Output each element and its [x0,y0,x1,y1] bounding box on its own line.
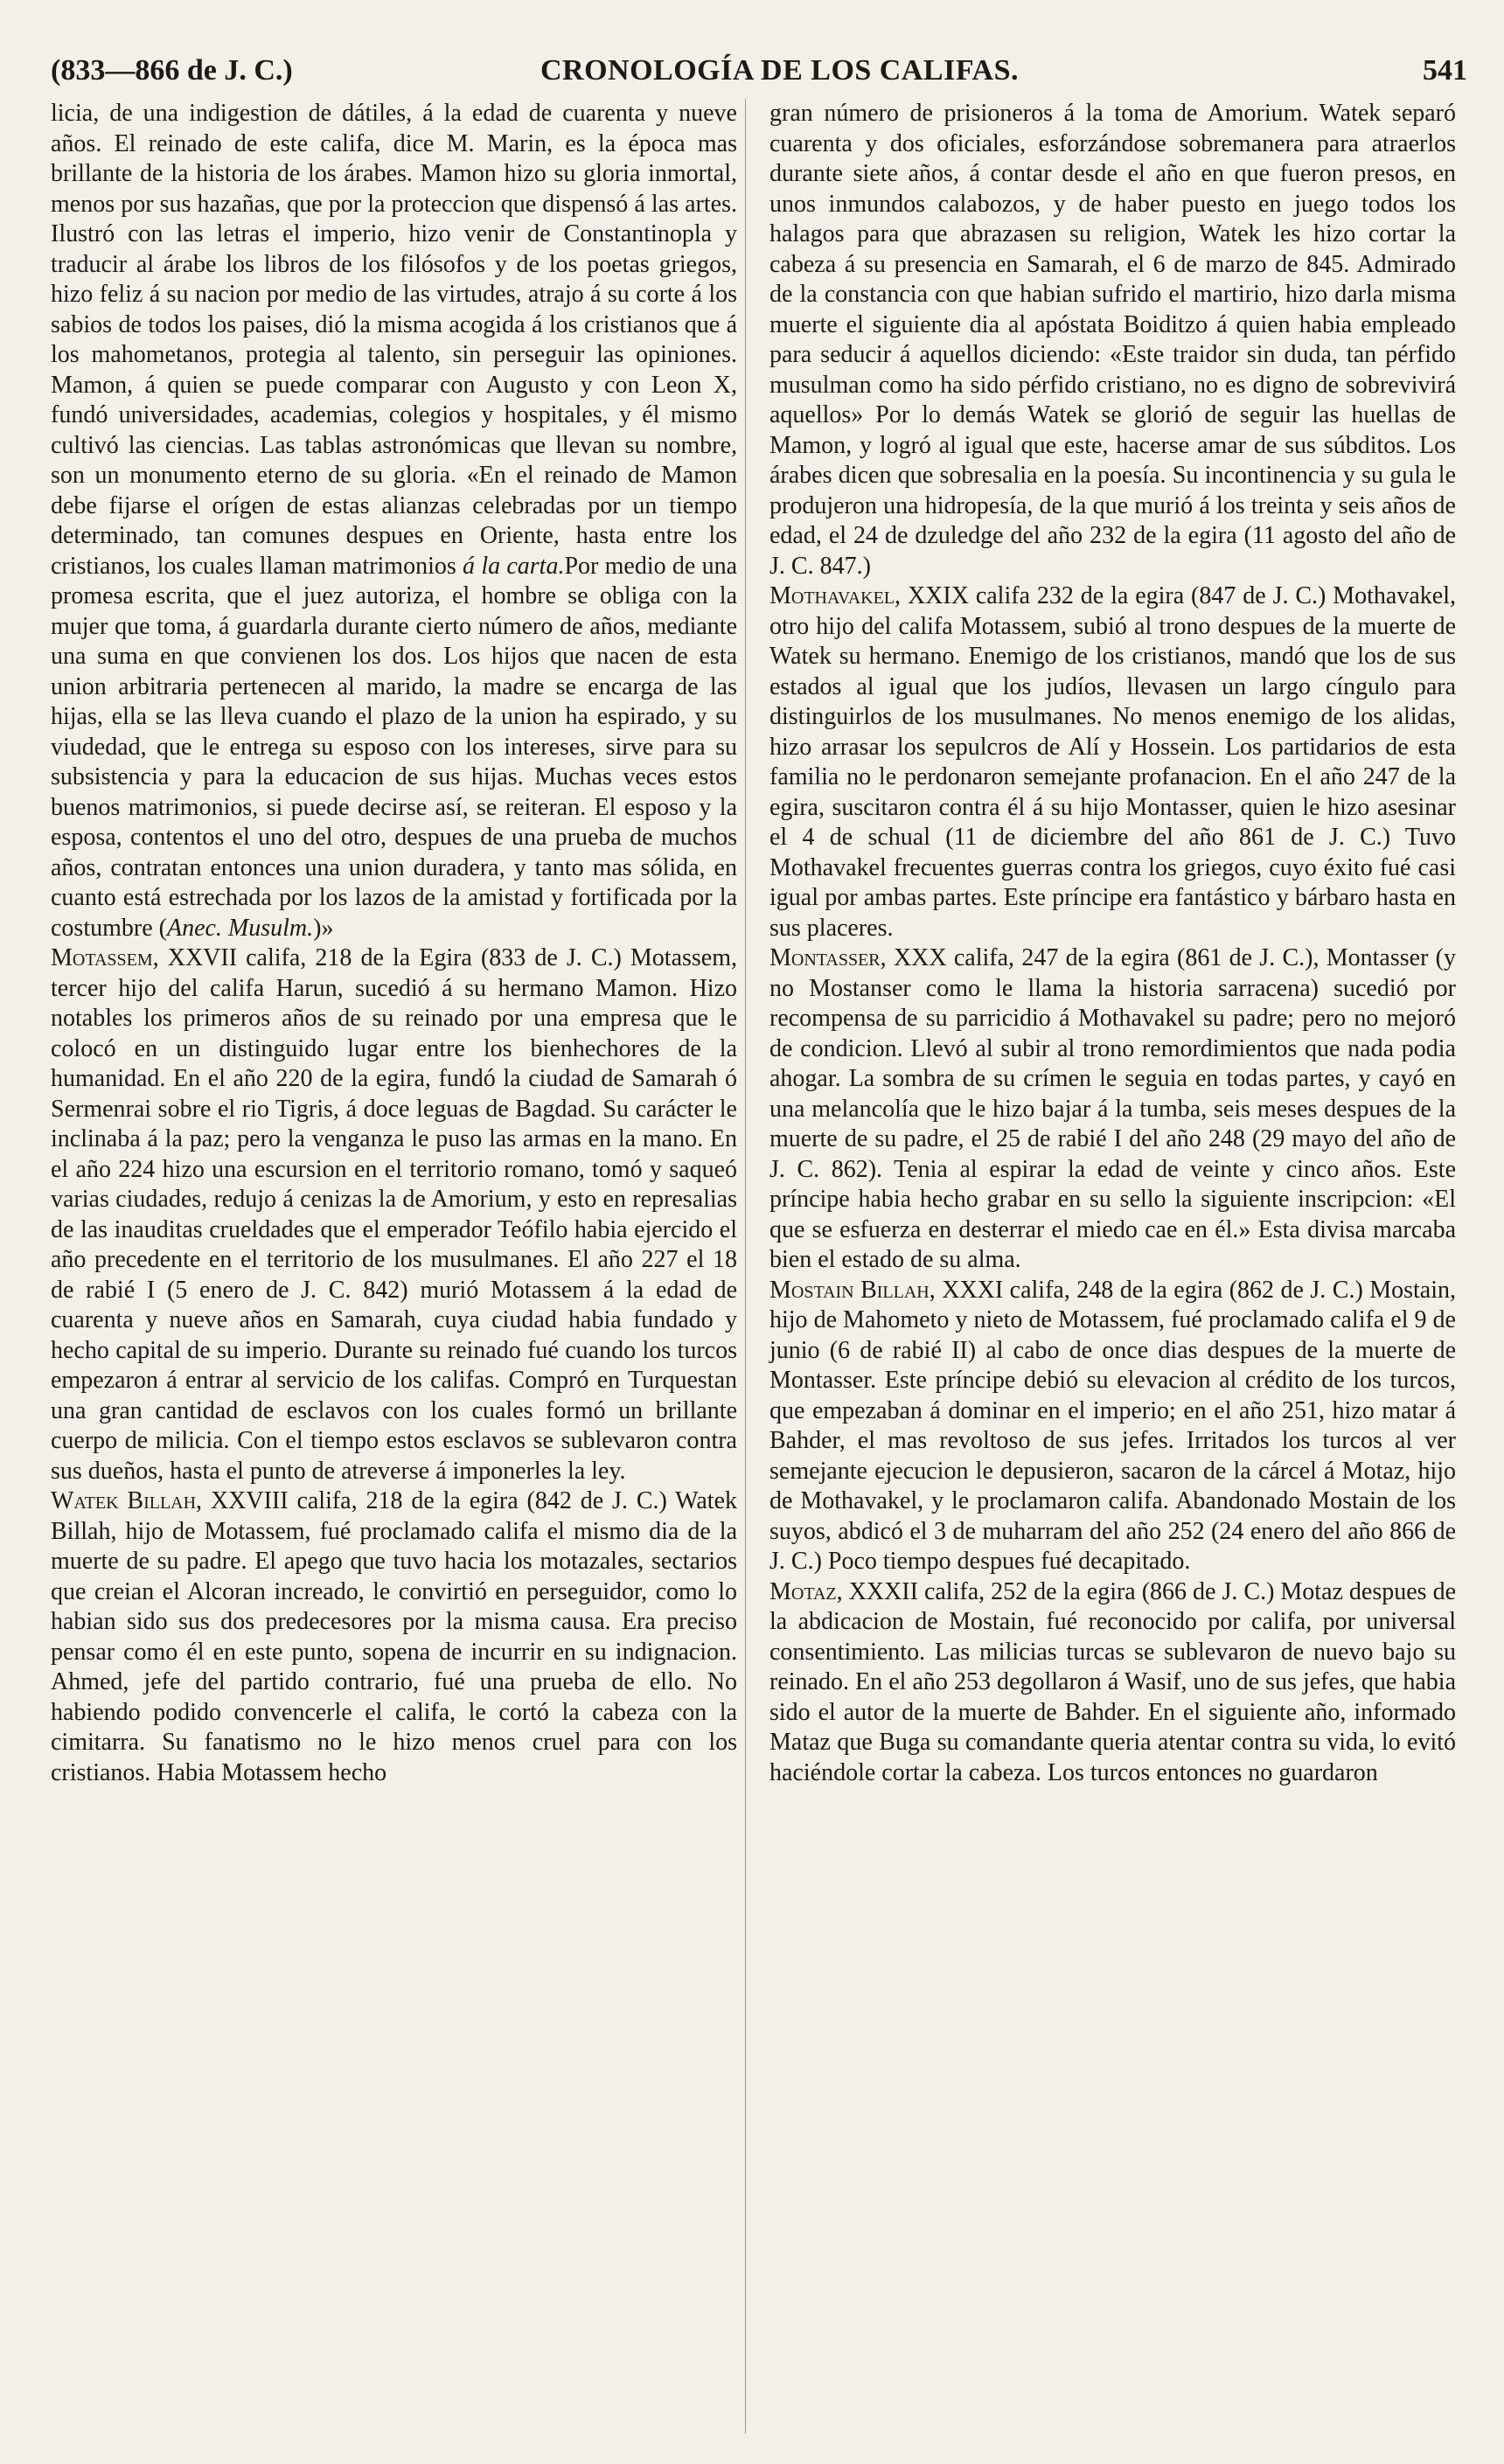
left-column [51,99,737,1788]
caliph-name: Mostain Billah, [769,1276,936,1304]
paragraph-text: XXVII califa, 218 de la Egira (833 de J. C.) Motassem, tercer hijo del califa Harun, sucedió á su hermano Mamon. Hizo notables los primeros años de su reinado por una empresa que le colocó en un distinguido lugar entre los bienhechores de la humanidad. En el año 220 de la egira, fundó la ciudad de Samarah ó Sermenrai sobre el rio Tigris, á doce leguas de Bagdad. Su carácter le inclinaba á la paz; pero la venganza le puso las armas en la mano. En el año 224 hizo una escursion en el territorio romano, tomó y saqueó varias ciudades, redujo á cenizas la de Amorium, y esto en represalias de las inauditas crueldades que el emperador Teófilo habia ejercido el año precedente en el territorio de los musulmanes. El año 227 el 18 de rabié I (5 enero de J. C. 842) murió Motassem á la edad de cuarenta y nueve años en Samarah, cuya ciudad habia fundado y hecho capital de su imperio. Durante su reinado fué cuando los turcos empezaron á entrar al servicio de los califas. Compró en Turquestan una gran cantidad de esclavos con los cuales formó un brillante cuerpo de milicia. Con el tiempo estos esclavos se sublevaron contra sus dueños, hasta el punto de atreverse á imponerles la ley. [51,944,737,1485]
paragraph-text: )» [313,914,334,942]
paragraph [51,99,737,943]
page-header [51,54,1467,98]
paragraph-text: XXXII califa, 252 de la egira (866 de J. C.) Motaz despues de la abdicacion de Mostain, fué reconocido por califa, por universal consentimiento. Las milicias turcas se sublevaron de nuevo bajo su reinado. En el año 253 degollaron á Wasif, uno de sus jefes, que habia sido el autor de la muerte de Bahder. En el siguiente año, informado Mataz que Buga su comandante queria atentar contra su vida, lo evitó haciéndole cortar la cabeza. Los turcos entonces no guardaron [769,1577,1457,1786]
paragraph [769,99,1456,581]
right-column [769,99,1456,1788]
caliph-name: Motassem, [51,944,159,971]
paragraph [51,1486,737,1788]
caliph-name: Watek Billah, [51,1487,203,1514]
header-title: CRONOLOGÍA DE LOS CALIFAS. [540,54,1020,87]
paragraph [769,581,1456,943]
citation: Anec. Musulm. [166,914,314,942]
header-date-range: (833—866 de J. C.) [51,54,293,87]
column-divider [745,99,746,2433]
paragraph [769,1577,1456,1789]
caliph-name: Montasser, [769,944,887,971]
paragraph-text: XXVIII califa, 218 de la egira (842 de J. C.) Watek Billah, hijo de Motassem, fué proclamado califa el mismo dia de la muerte de su padre. El apego que tuvo hacia los motazales, sectarios que creian el Alcoran increado, le convirtió en perseguidor, como lo habian sido sus dos predecesores por la misma causa. Era preciso pensar como él en este punto, sopena de incurrir en su indignacion. Ahmed, jefe del partido contrario, fué una prueba de ello. No habiendo podido convencerle el califa, le cortó la cabeza con la cimitarra. Su fanatismo no le hizo menos cruel para con los cristianos. Habia Motassem hecho [51,1487,738,1786]
paragraph-text: XXIX califa 232 de la egira (847 de J. C.) Mothavakel, otro hijo del califa Motassem, subió al trono despues de la muerte de Watek su hermano. Enemigo de los cristianos, mandó que los de sus estados al igual que los judíos, llevasen un largo cíngulo para distinguirlos de los musulmanes. No menos enemigo de los alidas, hizo arrasar los sepulcros de Alí y Hossein. Los partidarios de esta familia no le perdonaron semejante profanacion. En el año 247 de la egira, suscitaron contra él á su hijo Montasser, quien le hizo asesinar el 4 de schual (11 de diciembre del año 861 de J. C.) Tuvo Mothavakel frecuentes guerras contra los griegos, cuyo éxito fué casi igual por ambas partes. Este príncipe era fantástico y bárbaro hasta en sus placeres. [769,582,1456,942]
paragraph [51,943,737,1486]
page-number: 541 [1423,54,1467,87]
paragraph-text: XXX califa, 247 de la egira (861 de J. C.), Montasser (y no Mostanser como le llama la historia sarracena) sucedió por recompensa de su parricidio á Mothavakel su padre; pero no mejoró de condicion. Llevó al subir al trono remordimientos que nada podia ahogar. La sombra de su crímen le seguia en todas partes, y cayó en una melancolía que le hizo bajar á la tumba, seis meses despues de la muerte de su padre, el 25 de rabié I del año 248 (29 mayo del año de J. C. 862). Tenia al espirar la edad de veinte y cinco años. Este príncipe habia hecho grabar en su sello la siguiente inscripcion: «El que se esfuerza en desterrar el miedo cae en él.» Esta divisa marcaba bien el estado de su alma. [769,944,1457,1273]
italic-term: á la carta. [463,552,565,580]
paragraph-text: licia, de una indigestion de dátiles, á la edad de cuarenta y nueve años. El reinado de este califa, dice M. Marin, es la época mas brillante de la historia de los árabes. Mamon hizo su gloria inmortal, menos por sus hazañas, que por la proteccion que dispensó á las artes. Ilustró con las letras el imperio, hizo venir de Constantinopla y traducir al árabe los libros de los filósofos y de los poetas griegos, hizo feliz á su nacion por medio de las virtudes, atrajo á su corte á los sabios de todos los paises, dió la misma acogida á los cristianos que á los mahometanos, protegia al talento, sin perseguir las opiniones. Mamon, á quien se puede comparar con Augusto y con Leon X, fundó universidades, academias, colegios y hospitales, y él mismo cultivó las ciencias. Las tablas astronómicas que llevan su nombre, son un monumento eterno de su gloria. «En el reinado de Mamon debe fijarse el orígen de estas alianzas celebradas por un tiempo determinado, tan comunes despues en Oriente, hasta entre los cristianos, los cuales llaman matrimonios [51,100,737,580]
paragraph-text: Por medio de una promesa escrita, que el juez autoriza, el hombre se obliga con la mujer que toma, á guardarla durante cierto número de años, mediante una suma en que convienen los dos. Los hijos que nacen de esta union arbitraria pertenecen al marido, la madre se encarga de las hijas, ella se las lleva cuando el plazo de la union ha espirado, y su viudedad, que le entrega su esposo con los intereses, sirve para su subsistencia y para la educacion de sus hijas. Muchas veces estos buenos matrimonios, si puede decirse así, se reiteran. El esposo y la esposa, contentos el uno del otro, despues de una prueba de muchos años, contratan entonces una union duradera, y tanto mas sólida, en cuanto está estrechada por los lazos de la amistad y fortificada por la costumbre ( [51,552,738,942]
paragraph-text: gran número de prisioneros á la toma de Amorium. Watek separó cuarenta y dos oficiales, esforzándose sobremanera para atraerlos durante siete años, á contar desde el año en que fueron presos, en unos inmundos calabozos, y de haber puesto en juego todos los halagos para que abrazasen su religion, Watek les hizo cortar la cabeza á su presencia en Samarah, el 6 de marzo de 845. Admirado de la constancia con que habian sufrido el martirio, hizo darla misma muerte el siguiente dia al apóstata Boiditzo á quien habia empleado para seducir á aquellos diciendo: «Este traidor sin duda, tan pérfido musulman como ha sido pérfido cristiano, no es digno de sobrevivirá aquellos» Por lo demás Watek se glorió de seguir las huellas de Mamon, y logró al igual que este, hacerse amar de sus súbditos. Los árabes dicen que sobresalia en la poesía. Su incontinencia y su gula le produjeron una hidropesía, de la que murió á los treinta y seis años de edad, el 24 de dzuledge del año 232 de la egira (11 agosto del año de J. C. 847.) [769,100,1456,580]
caliph-name: Motaz, [769,1577,843,1605]
paragraph [769,943,1456,1276]
caliph-name: Mothavakel, [769,582,902,609]
paragraph-text: XXXI califa, 248 de la egira (862 de J. C.) Mostain, hijo de Mahometo y nieto de Motassem, fué proclamado califa el 9 de junio (6 de rabié II) al cabo de once dias despues de la muerte de Montasser. Este príncipe debió su elevacion al crédito de los turcos, que empezaban á dominar en el imperio; en el año 251, hizo matar á Bahder, el mas revoltoso de sus jefes. Irritados los turcos al ver semejante ejecucion le depusieron, sacaron de la cárcel á Motaz, hijo de Mothavakel, y le proclamaron califa. Abandonado Mostain de los suyos, abdicó el 3 de muharram del año 252 (24 enero del año 866 de J. C.) Poco tiempo despues fué decapitado. [769,1276,1457,1575]
paragraph [769,1276,1456,1577]
